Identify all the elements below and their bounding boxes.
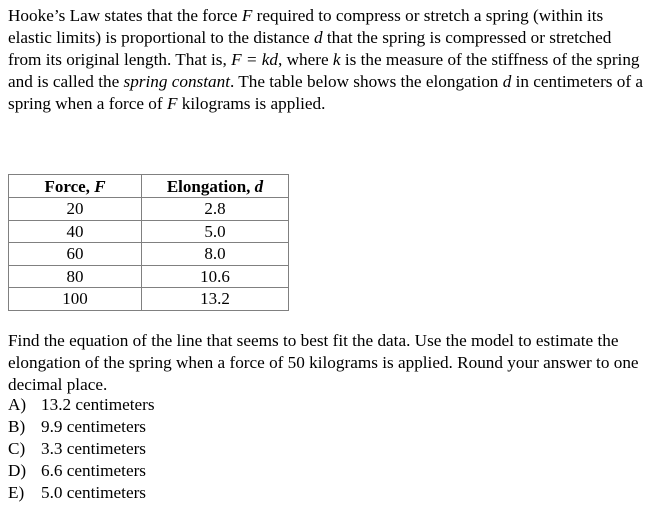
choice-d[interactable] <box>8 460 155 482</box>
choice-text: 3.3 centimeters <box>41 439 146 458</box>
intro-text-5: is the measure of the stiffness of the spring and is called the <box>8 50 640 91</box>
question-text: Find the equation of the line that seems to best fit the data. Use the model to estimate the elongation of the spring when a force of 50 kilograms is applied. Round your answer to one decimal place. <box>8 331 639 394</box>
table-row <box>9 220 289 243</box>
elongation-cell: 2.8 <box>142 198 289 221</box>
variable-F: F <box>241 6 253 25</box>
answer-choices <box>8 394 155 504</box>
force-cell: 40 <box>9 220 142 243</box>
choice-letter: B) <box>8 417 26 436</box>
table-row <box>9 198 289 221</box>
force-cell: 100 <box>9 288 142 311</box>
intro-text-3: that the spring is compressed or stretched from its original length. That is, <box>8 28 612 69</box>
choice-text: 6.6 centimeters <box>41 461 146 480</box>
intro-text-8: kilograms is applied. <box>177 94 326 113</box>
table-row <box>9 288 289 311</box>
intro-text-4: , where <box>278 50 333 69</box>
choice-c[interactable] <box>8 438 155 460</box>
elongation-cell: 13.2 <box>142 288 289 311</box>
data-table <box>8 174 289 311</box>
choice-letter: C) <box>8 439 26 458</box>
elongation-cell: 5.0 <box>142 220 289 243</box>
intro-text-2: required to compress or stretch a spring (within its elastic limits) is proportional to the distance <box>8 6 604 47</box>
formula: F = kd <box>231 50 279 69</box>
choice-text: 9.9 centimeters <box>41 417 146 436</box>
table-header-row <box>9 175 289 198</box>
elongation-cell: 10.6 <box>142 265 289 288</box>
force-cell: 80 <box>9 265 142 288</box>
table-row <box>9 243 289 266</box>
force-cell: 20 <box>9 198 142 221</box>
choice-letter: E) <box>8 483 25 502</box>
intro-text-1: Hooke’s Law states that the force <box>8 6 242 25</box>
variable-d: d <box>502 72 512 91</box>
choice-b[interactable] <box>8 416 155 438</box>
choice-letter: A) <box>8 395 27 414</box>
header-elongation: Elongation, d <box>142 175 289 198</box>
variable-d: d <box>313 28 323 47</box>
variable-F: F <box>166 94 178 113</box>
intro-text-7: in centimeters of a spring when a force of <box>8 72 644 113</box>
choice-e[interactable] <box>8 482 155 504</box>
header-force: Force, F <box>9 175 142 198</box>
table-row <box>9 265 289 288</box>
intro-text-6: . The table below shows the elongation <box>229 72 503 91</box>
intro-paragraph <box>8 5 644 115</box>
force-cell: 60 <box>9 243 142 266</box>
variable-k: k <box>332 50 341 69</box>
choice-letter: D) <box>8 461 27 480</box>
choice-text: 13.2 centimeters <box>41 395 155 414</box>
elongation-cell: 8.0 <box>142 243 289 266</box>
choice-text: 5.0 centimeters <box>41 483 146 502</box>
term-spring-constant: spring constant <box>123 72 230 91</box>
choice-a[interactable] <box>8 394 155 416</box>
